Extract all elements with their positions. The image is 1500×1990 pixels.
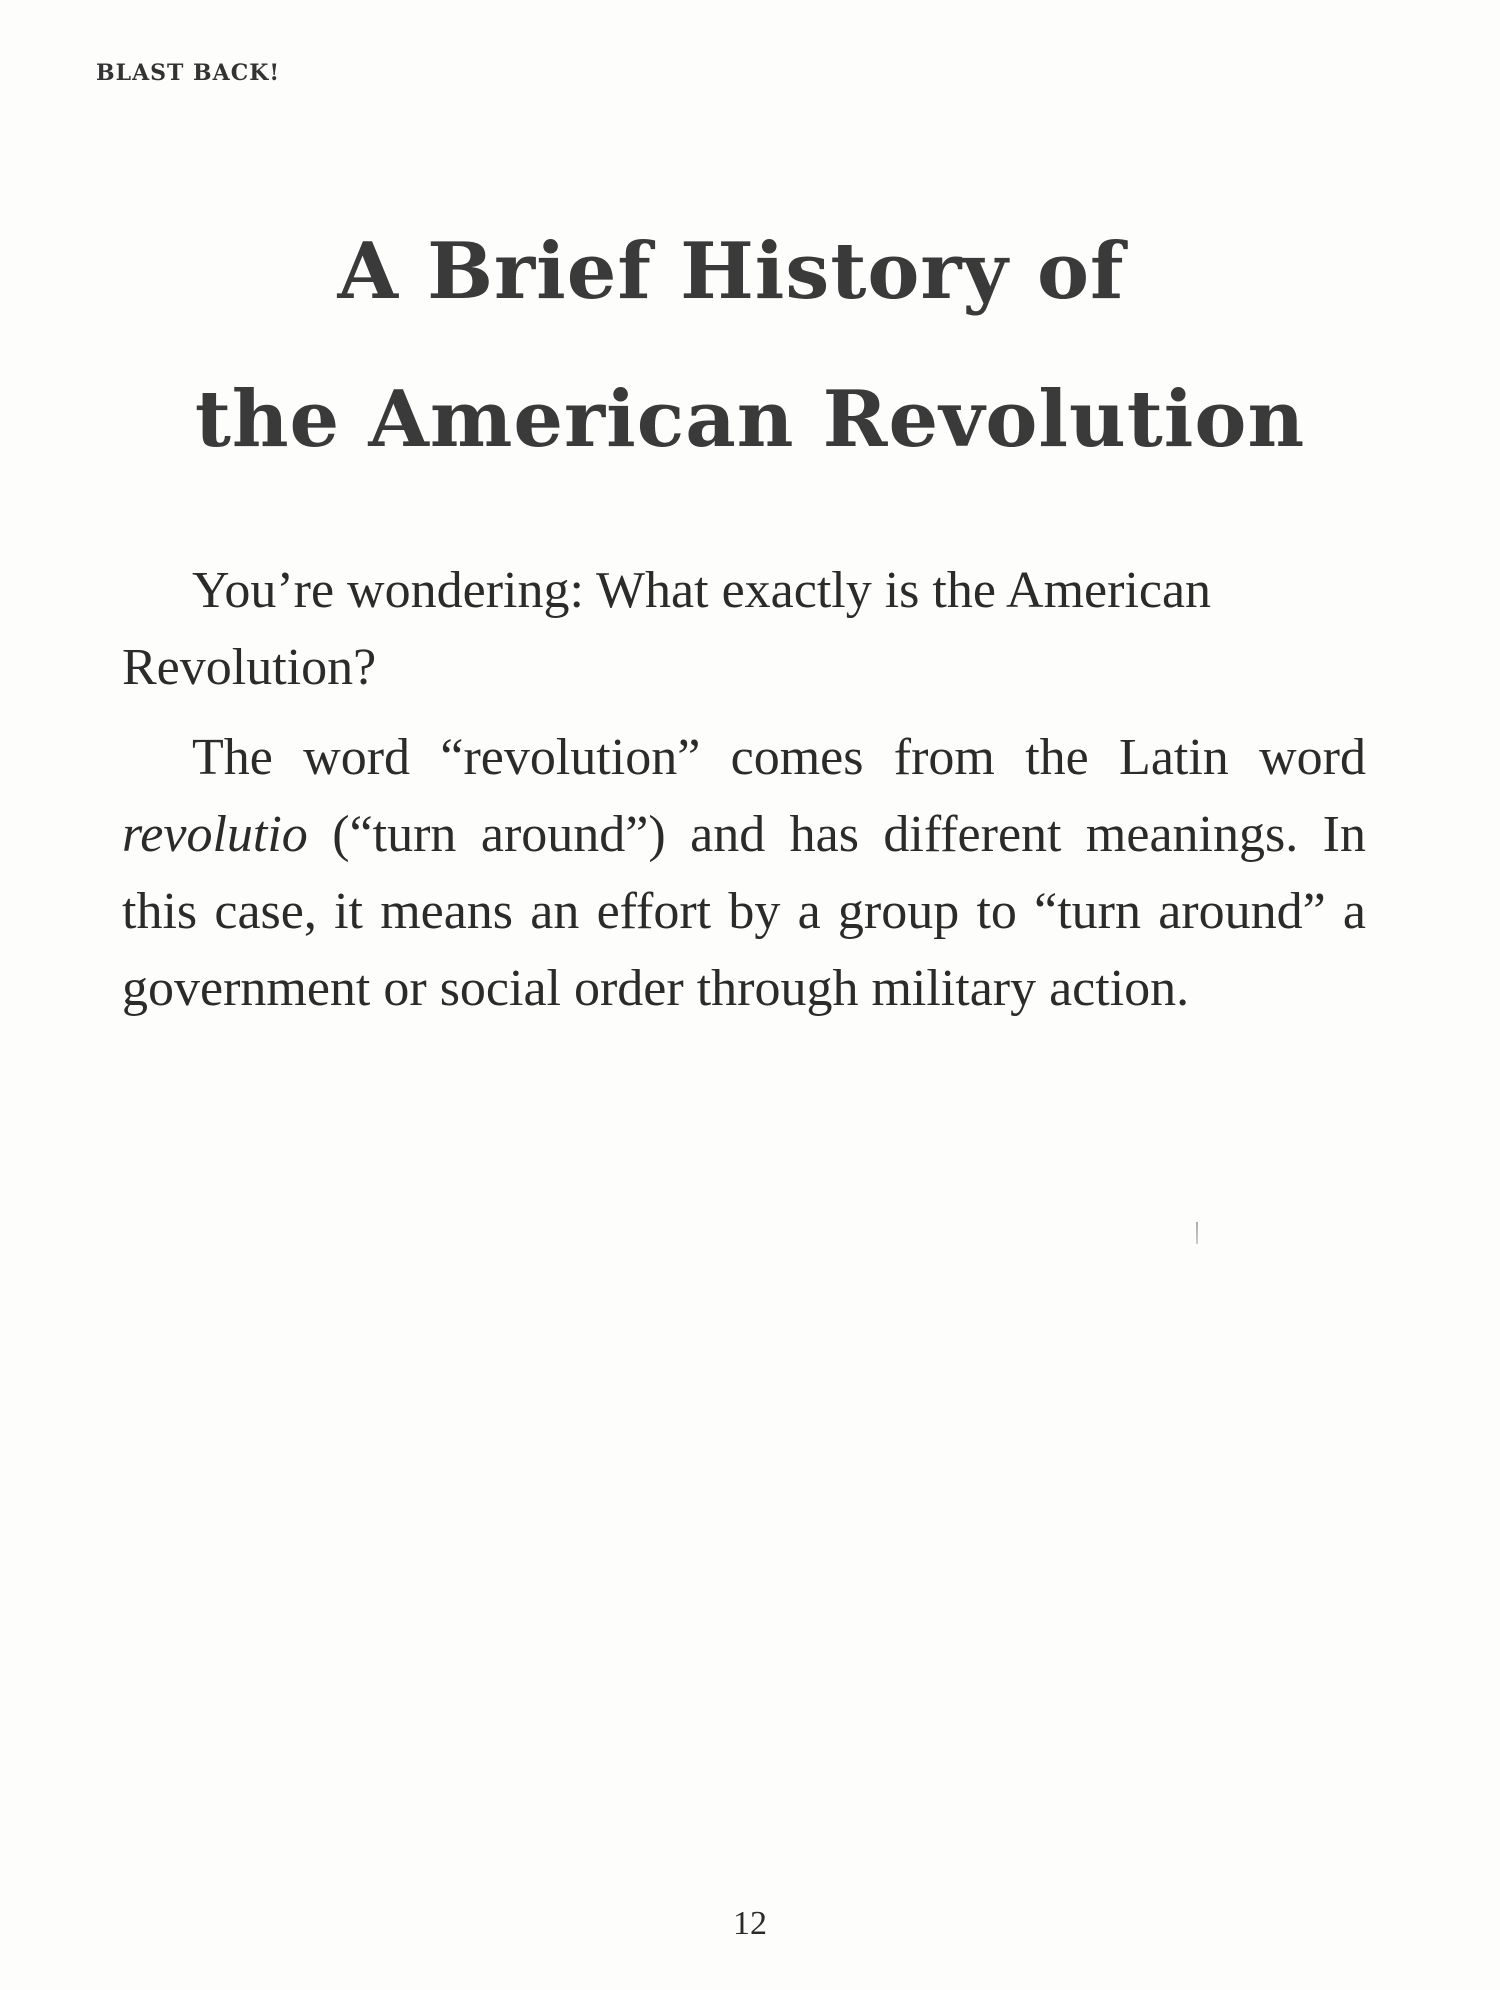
body-text <box>122 552 1366 1027</box>
chapter-title-line-1: A Brief History of <box>337 226 1125 317</box>
paragraph-2-text-start: The word “revolution” comes from the Latin word <box>192 729 1366 786</box>
page-number: 12 <box>733 1905 767 1942</box>
chapter-title-line-2: the American Revolution <box>194 374 1306 465</box>
paper-speck <box>1196 1222 1198 1244</box>
paragraph-1: You’re wondering: What exactly is the American Revolution? <box>122 562 1212 696</box>
latin-term: revolutio <box>122 806 308 863</box>
paragraph-2 <box>122 719 1366 1027</box>
paragraph-2-text-end: (“turn around”) and has different meanings. In this case, it means an effort by a group to “turn around” a government or social order through military action. <box>122 806 1366 1017</box>
chapter-title <box>0 198 1500 494</box>
running-head: BLAST BACK! <box>96 60 281 86</box>
